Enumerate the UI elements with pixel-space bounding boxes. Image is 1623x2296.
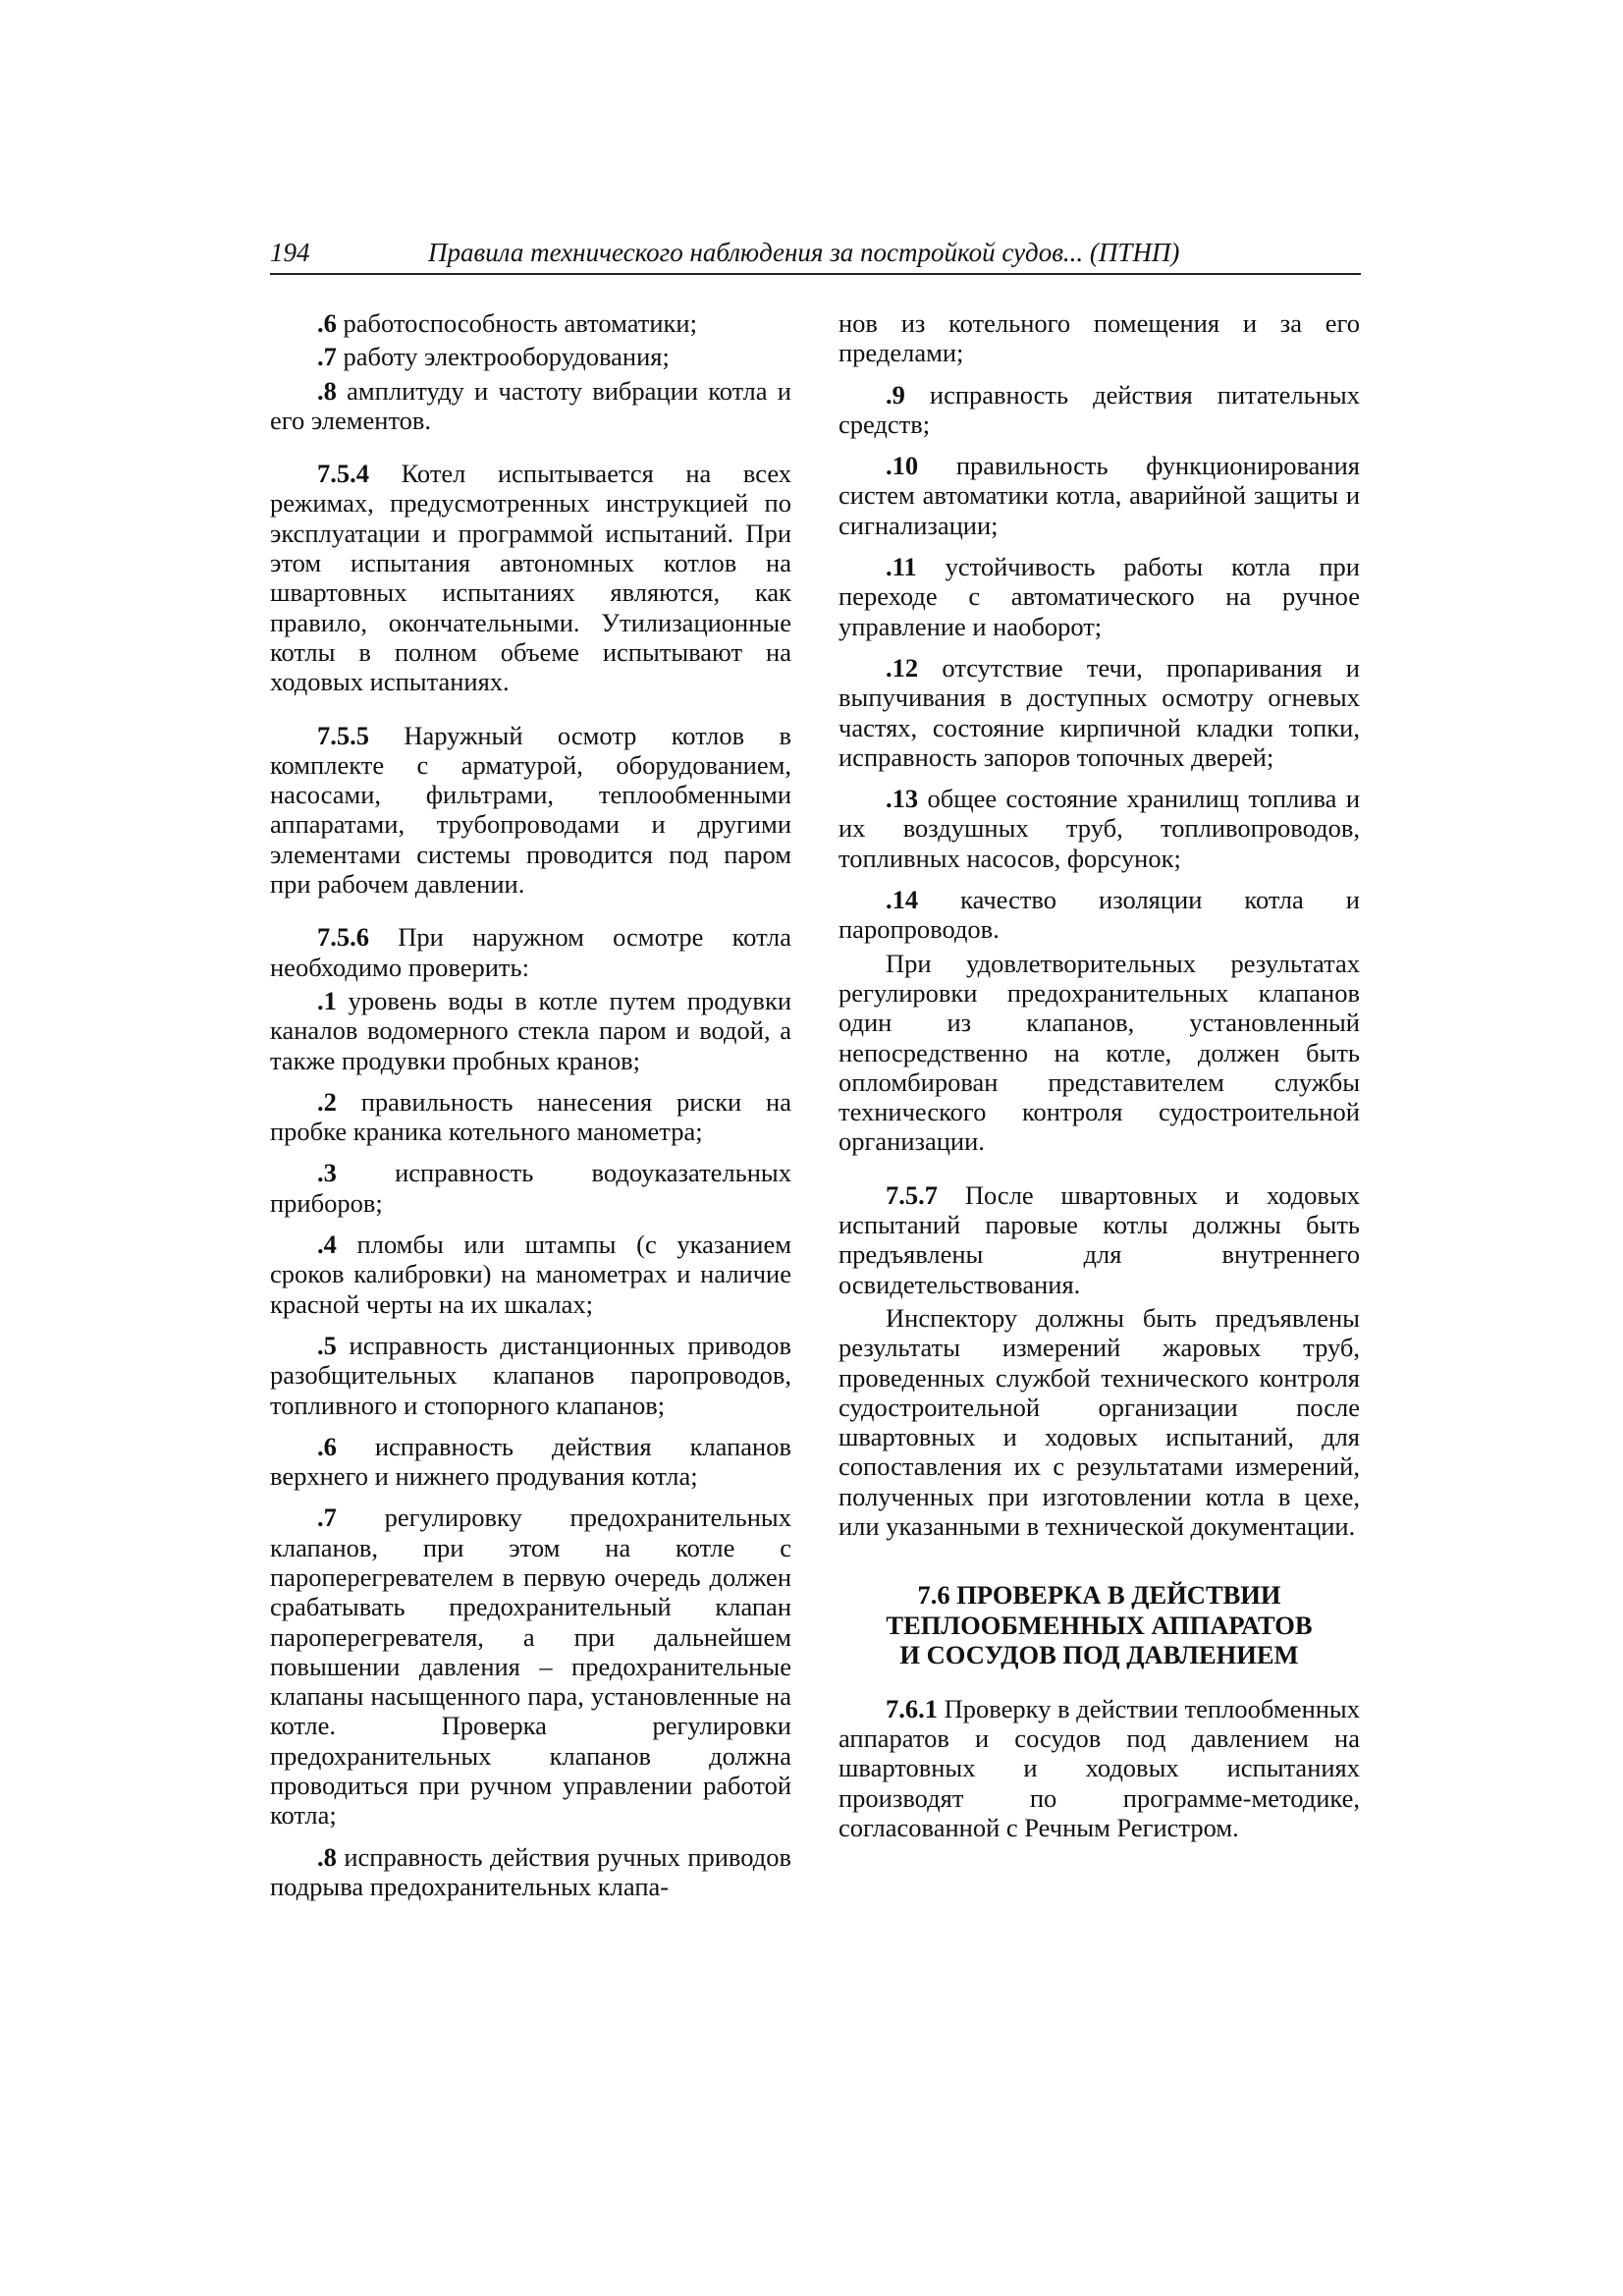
item-number: .10: [886, 451, 919, 481]
left-column: [270, 308, 791, 1913]
paragraph-text: Проверку в действии теплообменных аппаратов и сосудов под давлением на швартовных и ходовых испытаниях производят по программе-методике, согласованной с Речным Регистром.: [839, 1693, 1360, 1842]
section-heading-line: ТЕПЛООБМЕННЫХ АППАРАТОВ: [886, 1610, 1313, 1640]
item-number: .11: [886, 552, 917, 582]
paragraph: [270, 1432, 791, 1492]
paragraph: [839, 1694, 1360, 1842]
paragraph: [270, 1503, 791, 1830]
item-number: .14: [886, 885, 919, 915]
paragraph: [270, 1087, 791, 1147]
paragraph-text: регулировку предохранительных клапанов, при этом на котле с пароперегревателем в первую очередь должен срабатывать предохранительный клапан пароперегревателя, а при дальнейшем повышении давления – предохранительные клапаны насыщенного пара, установленные на котле. Проверка регулировки предохранительных клапанов должна проводиться при ручном управлении работой котла;: [270, 1503, 791, 1831]
paragraph-text: При наружном осмотре котла необходимо проверить:: [270, 922, 791, 982]
paragraph: [270, 986, 791, 1075]
item-number: .3: [317, 1158, 337, 1188]
item-number: .6: [317, 308, 337, 338]
item-number: .7: [317, 342, 337, 372]
paragraph: [839, 885, 1360, 945]
section-number: 7.5.5: [317, 720, 369, 750]
section-heading-line: 7.6 ПРОВЕРКА В ДЕЙСТВИИ: [917, 1580, 1281, 1611]
paragraph: Инспектору должны быть предъявлены результаты измерений жаровых труб, проведенных службой технического контроля судостроительной организации после швартовных и ходовых испытаний, для сопоставления их с результатами измерений, полученных при изготовлении котла в цехе, или указанными в технической документации.: [839, 1302, 1360, 1541]
page-number: 194: [270, 238, 310, 267]
item-number: .5: [317, 1330, 337, 1360]
paragraph: [270, 721, 791, 900]
paragraph-text: работоспособность автоматики;: [336, 308, 697, 338]
item-number: .8: [317, 1841, 337, 1872]
paragraph-text: уровень воды в котле путем продувки каналов водомерного стекла паром и водой, а также продувки пробных кранов;: [270, 985, 791, 1075]
paragraph: При удовлетворительных результатах регулировки предохранительных клапанов один из клапанов, установленный непосредственно на котле, должен быть опломбирован представителем службы технического контроля судостроительной организации.: [839, 948, 1360, 1157]
section-number: 7.5.6: [317, 922, 369, 953]
section-number: 7.5.7: [886, 1179, 938, 1210]
paragraph-text: правильность нанесения риски на пробке краника котельного манометра;: [270, 1086, 791, 1147]
paragraph-text: амплитуду и частоту вибрации котла и его элементов.: [270, 375, 791, 435]
paragraph: [270, 342, 791, 371]
paragraph: [839, 784, 1360, 873]
paragraph: [839, 552, 1360, 641]
section-number: 7.6.1: [886, 1693, 938, 1723]
item-number: .13: [886, 784, 919, 814]
right-column: [839, 308, 1360, 1854]
paragraph-text: исправность действия питательных средств;: [839, 379, 1360, 439]
section-heading-line: И СОСУДОВ ПОД ДАВЛЕНИЕМ: [899, 1640, 1299, 1670]
section-number: 7.5.4: [317, 459, 369, 489]
paragraph: [839, 380, 1360, 440]
paragraph-text: правильность функционирования систем автоматики котла, аварийной защиты и сигнализации;: [839, 451, 1360, 540]
paragraph-text: исправность действия ручных приводов подрыва предохранительных клапа-: [270, 1841, 791, 1901]
item-number: .1: [317, 985, 337, 1015]
paragraph: [839, 653, 1360, 772]
paragraph-text: Наружный осмотр котлов в комплекте с арматурой, оборудованием, насосами, фильтрами, теплообменными аппаратами, трубопроводами и другими элементами системы проводится под паром при рабочем давлении.: [270, 720, 791, 900]
paragraph: [270, 922, 791, 982]
running-title: Правила технического наблюдения за постройкой судов... (ПТНП): [428, 238, 1180, 267]
item-number: .7: [317, 1503, 337, 1533]
paragraph-text: качество изоляции котла и паропроводов.: [839, 885, 1360, 945]
paragraph: [270, 1331, 791, 1420]
paragraph-text: пломбы или штампы (с указанием сроков калибровки) на манометрах и наличие красной черты на их шкалах;: [270, 1230, 791, 1319]
paragraph: [270, 459, 791, 696]
paragraph-text: работу электрооборудования;: [336, 342, 670, 372]
paragraph: [270, 1230, 791, 1319]
paragraph-text: общее состояние хранилищ топлива и их воздушных труб, топливопроводов, топливных насосов, форсунок;: [839, 784, 1360, 873]
paragraph-text: После швартовных и ходовых испытаний паровые котлы должны быть предъявлены для внутреннего освидетельствования.: [839, 1179, 1360, 1299]
paragraph: [270, 1158, 791, 1218]
paragraph-text: устойчивость работы котла при переходе с автоматического на ручное управление и наоборот;: [839, 552, 1360, 641]
item-number: .12: [886, 652, 919, 683]
paragraph: [839, 1180, 1360, 1299]
paragraph: [270, 376, 791, 436]
paragraph: [270, 308, 791, 338]
paragraph-text: Котел испытывается на всех режимах, предусмотренных инструкцией по эксплуатации и программой испытаний. При этом испытания автономных котлов на швартовных испытаниях являются, как правило, окончательными. Утилизационные котлы в полном объеме испытывают на ходовых испытаниях.: [270, 459, 791, 697]
item-number: .8: [317, 375, 337, 406]
item-number: .4: [317, 1230, 337, 1260]
item-number: .2: [317, 1086, 337, 1117]
paragraph-text: отсутствие течи, пропаривания и выпучивания в доступных осмотру огневых частях, состояние кирпичной кладки топки, исправность запоров топочных дверей;: [839, 652, 1360, 772]
paragraph-text: исправность действия клапанов верхнего и нижнего продувания котла;: [270, 1431, 791, 1492]
item-number: .9: [886, 379, 905, 410]
paragraph: [270, 1842, 791, 1902]
item-number: .6: [317, 1431, 337, 1461]
paragraph-text: исправность водоуказательных приборов;: [270, 1158, 791, 1218]
section-heading: [839, 1580, 1360, 1670]
paragraph-continuation: нов из котельного помещения и за его пределами;: [839, 308, 1360, 368]
paragraph: [839, 451, 1360, 540]
paragraph-text: исправность дистанционных приводов разобщительных клапанов паропроводов, топливного и стопорного клапанов;: [270, 1330, 791, 1420]
running-header: [270, 234, 1361, 275]
